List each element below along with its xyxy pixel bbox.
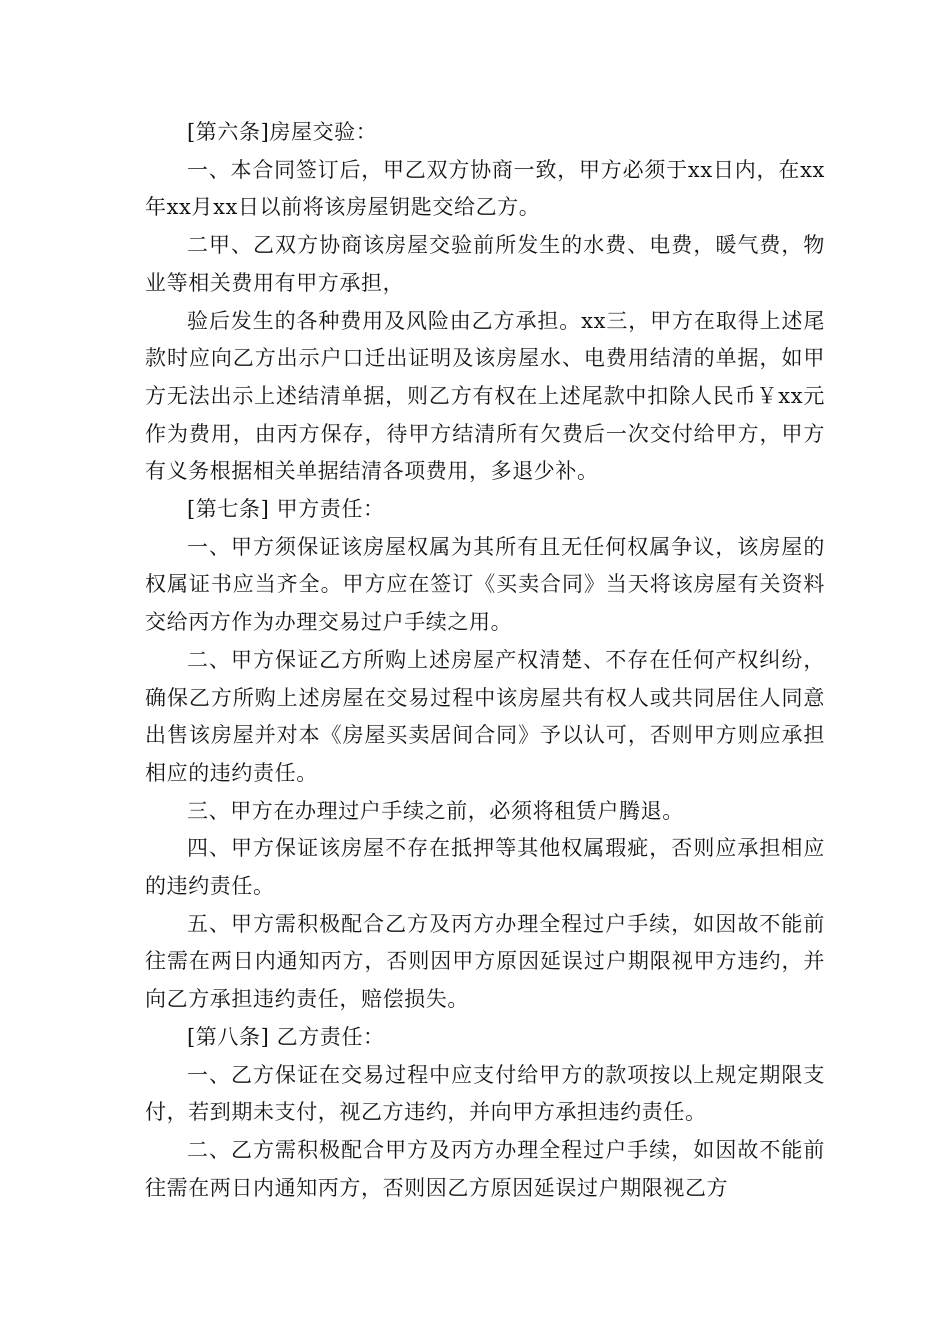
article-6-clause-2: 二甲、乙双方协商该房屋交验前所发生的水费、电费，暖气费，物业等相关费用有甲方承担， [145,233,825,295]
article-7-clause-3: 三、甲方在办理过户手续之前，必须将租赁户腾退。 [187,798,684,823]
contract-text [145,114,825,1207]
article-6-clause-3: 验后发生的各种费用及风险由乙方承担。xx三，甲方在取得上述尾款时应向乙方出示户口迁出证明及该房屋水、电费用结清的单据，如甲方无法出示上述结清单据，则乙方有权在上述尾款中扣除人民币￥xx元作为费用，由丙方保存，待甲方结清所有欠费后一次交付给甲方，甲方有义务根据相关单据结清各项费用，多退少补。 [145,308,825,484]
article-7-clause-4: 四、甲方保证该房屋不存在抵押等其他权属瑕疵，否则应承担相应的违约责任。 [145,836,825,899]
article-6-heading: [第六条]房屋交验： [187,120,378,144]
article-8-clause-1: 一、乙方保证在交易过程中应支付给甲方的款项按以上规定期限支付，若到期未支付，视乙方违约，并向甲方承担违约责任。 [145,1062,825,1125]
article-8-clause-2: 二、乙方需积极配合甲方及丙方办理全程过户手续，如因故不能前往需在两日内通知丙方，否则因乙方原因延误过户期限视乙方 [145,1137,825,1200]
article-6-clause-1: 一、本合同签订后，甲乙双方协商一致，甲方必须于xx日内，在xx年xx月xx日以前将该房屋钥匙交给乙方。 [145,157,825,220]
article-8-heading: [第八条] 乙方责任： [187,1024,385,1049]
article-7-clause-2: 二、甲方保证乙方所购上述房屋产权清楚、不存在任何产权纠纷，确保乙方所购上述房屋在交易过程中该房屋共有权人或共同居住人同意出售该房屋并对本《房屋买卖居间合同》予以认可，否则甲方则应承担相应的违约责任。 [145,647,825,785]
article-7-heading: [第七条] 甲方责任： [187,497,385,522]
article-7-clause-1: 一、甲方须保证该房屋权属为其所有且无任何权属争议，该房屋的权属证书应当齐全。甲方应在签订《买卖合同》当天将该房屋有关资料交给丙方作为办理交易过户手续之用。 [145,534,825,635]
article-7-clause-5: 五、甲方需积极配合乙方及丙方办理全程过户手续，如因故不能前往需在两日内通知丙方，否则因甲方原因延误过户期限视甲方违约，并向乙方承担违约责任，赔偿损失。 [145,911,825,1012]
